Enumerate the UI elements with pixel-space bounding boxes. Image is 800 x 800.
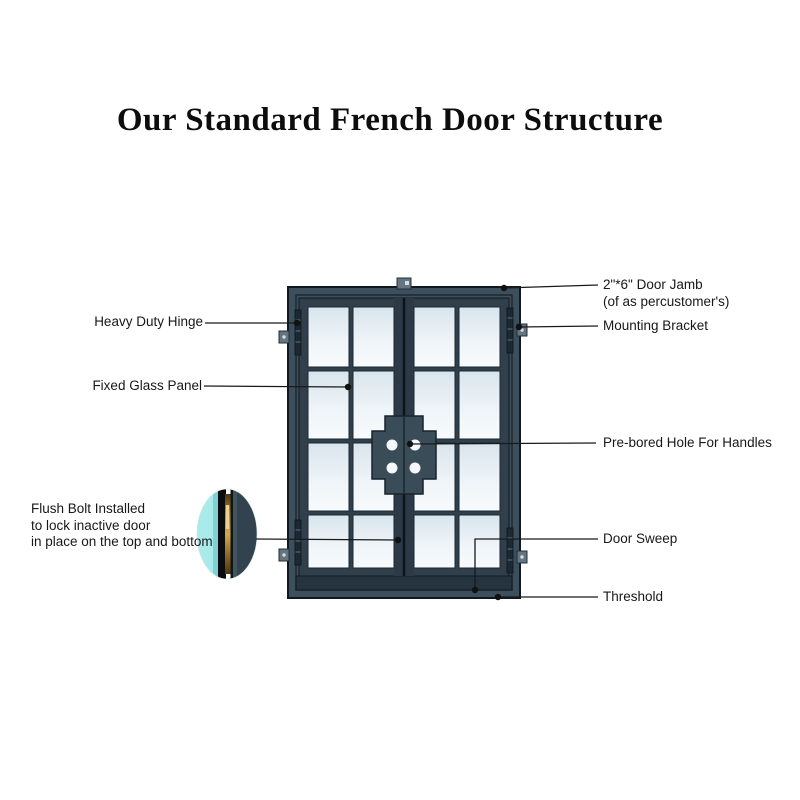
callout-dot-threshold: [495, 594, 501, 600]
callout-dot-door-sweep: [472, 587, 478, 593]
callout-dot-prebored-hole: [407, 441, 413, 447]
label-door-jamb: 2"*6" Door Jamb (of as percustomer's): [603, 277, 730, 309]
threshold-bar: [296, 576, 512, 590]
callout-dot-door-jamb: [501, 285, 507, 291]
callout-dot-heavy-duty-hinge: [294, 320, 300, 326]
hinge-left-top: [295, 310, 301, 355]
label-fixed-glass-panel: Fixed Glass Panel: [92, 378, 202, 393]
mounting-bracket-top-center: [397, 278, 411, 289]
label-flush-bolt: Flush Bolt Installed to lock inactive door in place on the top and bottom: [31, 501, 213, 549]
label-door-sweep: Door Sweep: [603, 531, 678, 546]
label-heavy-duty-hinge: Heavy Duty Hinge: [94, 314, 203, 329]
mounting-bracket-left-top: [279, 331, 289, 343]
label-mounting-bracket: Mounting Bracket: [603, 318, 709, 333]
callout-line-mounting-bracket: [519, 326, 598, 327]
page-title: Our Standard French Door Structure: [116, 102, 664, 138]
mounting-bracket-left-bottom: [279, 549, 289, 561]
hinge-left-bottom: [295, 520, 301, 565]
mounting-bracket-right-bottom: [517, 551, 527, 563]
callout-dot-flush-bolt: [395, 537, 401, 543]
callout-dot-fixed-glass-panel: [345, 384, 351, 390]
hinge-right-top: [507, 308, 513, 353]
label-prebored-hole: Pre-bored Hole For Handles: [603, 435, 772, 450]
hinge-right-bottom: [507, 528, 513, 573]
label-threshold: Threshold: [603, 589, 664, 604]
door-assembly: [279, 278, 527, 598]
callout-dot-mounting-bracket: [516, 324, 522, 330]
